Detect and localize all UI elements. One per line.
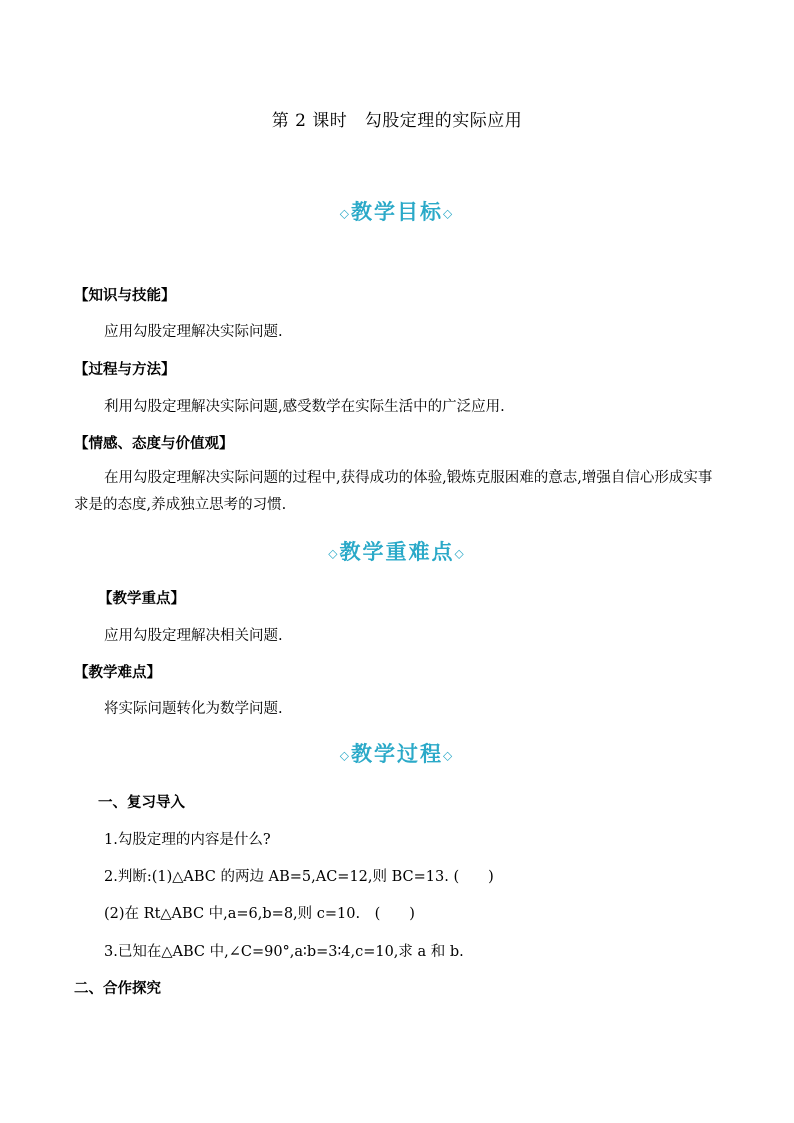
question-2-part-2: (2)在 Rt△ABC 中,a=6,b=8,则 c=10. ( ) [104,906,415,922]
heading-attitude-values: 【情感、态度与价值观】 [74,435,234,452]
diamond-icon: ◇ [328,546,340,561]
heading-knowledge-skills: 【知识与技能】 [74,287,176,304]
question-2: 2.判断:(1)△ABC 的两边 AB=5,AC=12,则 BC=13. ( ) [104,869,494,885]
heading-review: 一、复习导入 [98,794,185,811]
diamond-icon: ◇ [454,546,466,561]
text-process-method: 利用勾股定理解决实际问题,感受数学在实际生活中的广泛应用. [104,399,505,415]
diamond-icon: ◇ [443,748,455,763]
text-difficult-point: 将实际问题转化为数学问题. [104,701,283,717]
diamond-icon: ◇ [339,748,351,763]
text-knowledge-skills: 应用勾股定理解决实际问题. [104,324,283,340]
text-key-point: 应用勾股定理解决相关问题. [104,628,283,644]
text-attitude-values: 在用勾股定理解决实际问题的过程中,获得成功的体验,锻炼克服困难的意志,增强自信心形成实事求是的态度,养成独立思考的习惯. [74,470,713,513]
question-3: 3.已知在△ABC 中,∠C=90°,a∶b=3∶4,c=10,求 a 和 b. [104,944,464,960]
diamond-icon: ◇ [443,206,455,221]
heading-process-method: 【过程与方法】 [74,361,176,378]
section-heading-process: ◇教学过程◇ [339,741,455,766]
section-heading-key-points: ◇教学重难点◇ [328,539,466,564]
heading-key-point: 【教学重点】 [98,590,185,607]
section-heading-goals: ◇教学目标◇ [339,199,455,224]
heading-cooperative-exploration: 二、合作探究 [74,980,161,997]
question-1: 1.勾股定理的内容是什么? [104,832,271,848]
heading-difficult-point: 【教学难点】 [74,664,161,681]
diamond-icon: ◇ [339,206,351,221]
lesson-title: 第 2 课时 勾股定理的实际应用 [271,111,523,131]
